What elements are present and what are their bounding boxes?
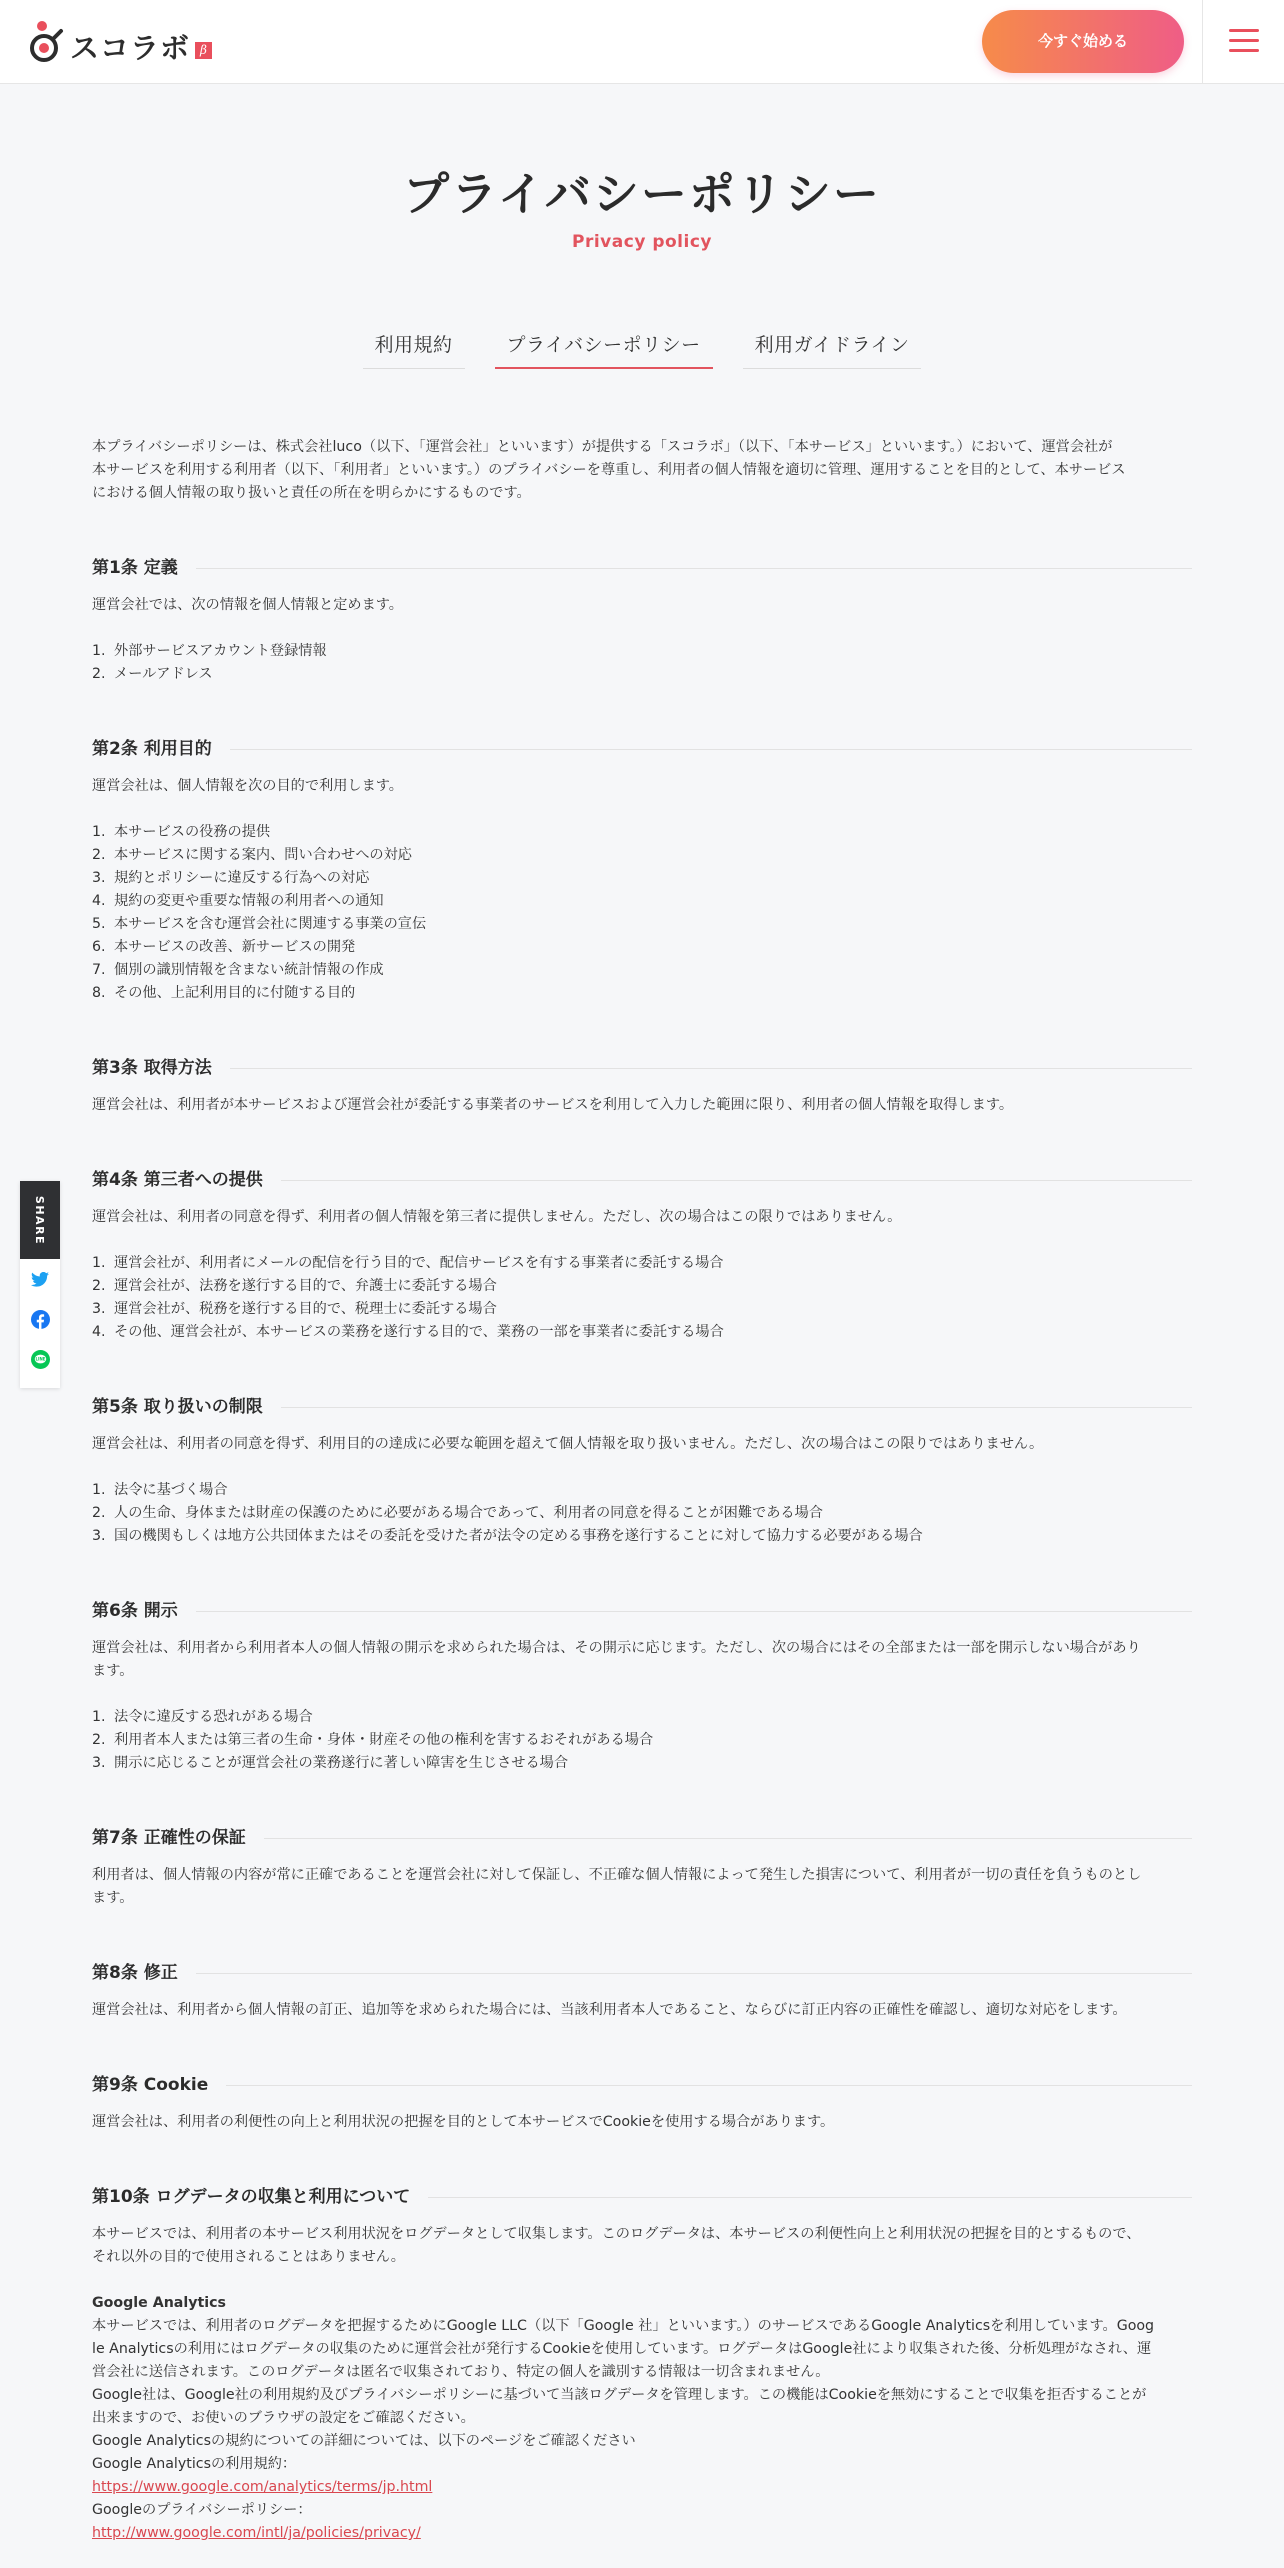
article-text: 利用者は、個人情報の内容が常に正確であることを運営会社に対して保証し、不正確な個人情報によって発生した損害について、利用者が一切の責任を負うものとし ます。 [92,1867,1142,1906]
article-list [92,821,1192,1005]
article-heading: 第5条 取り扱いの制限 [92,1397,263,1417]
article-heading: 第1条 定義 [92,558,178,578]
article-2 [92,738,1192,1005]
logo-mark-icon [26,19,68,65]
list-item: 2. 人の生命、身体または財産の保護のために必要がある場合であって、利用者の同意を得ることが困難である場合 [92,1505,823,1521]
divider [281,1180,1192,1181]
article-list [92,1706,1192,1775]
article-5 [92,1396,1192,1548]
list-item: 1. 法令に違反する恐れがある場合 [92,1709,313,1725]
article-heading: 第7条 正確性の保証 [92,1828,246,1848]
list-item: 8. その他、上記利用目的に付随する目的 [92,985,356,1001]
article-heading: 第10条 ログデータの収集と利用について [92,2187,411,2207]
article-text: 運営会社は、利用者から個人情報の訂正、追加等を求められた場合には、当該利用者本人であること、ならびに訂正内容の正確性を確認し、適切な対応をします。 [92,2002,1127,2018]
logo[interactable] [26,18,212,66]
article-7 [92,1827,1192,1910]
article-text: 運営会社は、個人情報を次の目的で利用します。 [92,778,403,794]
article-list [92,640,1192,686]
divider [196,1973,1192,1974]
article-3 [92,1057,1192,1117]
list-item: 1. 外部サービスアカウント登録情報 [92,643,327,659]
divider [230,1068,1192,1069]
intro-paragraph: 本プライバシーポリシーは、株式会社luco（以下、「運営会社」といいます）が提供する「スコラボ」（以下、「本サービス」といいます。）において、運営会社が 本サービスを利用する利用者（以下、「利用者」といいます。）のプライバシーを尊重し、利用者の個人情報を適切に管理、運用することを目的として、本サービス における個人情報の取り扱いと責任の所在を明らかにするものです。 [92,439,1126,501]
article-text: 運営会社では、次の情報を個人情報と定めます。 [92,597,403,613]
article-heading: 第6条 開示 [92,1601,178,1621]
list-item: 1. 運営会社が、利用者にメールの配信を行う目的で、配信サービスを有する事業者に委託する場合 [92,1255,724,1271]
hamburger-menu-icon [1229,29,1259,53]
site-header [0,0,1284,84]
ga-title: Google Analytics [92,2295,226,2311]
list-item: 1. 法令に基づく場合 [92,1482,228,1498]
page-title: プライバシーポリシー [403,167,881,221]
tab-terms[interactable]: 利用規約 [363,330,465,369]
divider [196,568,1192,569]
list-item: 3. 開示に応じることが運営会社の業務遂行に著しい障害を生じさせる場合 [92,1755,569,1771]
article-text: 運営会社は、利用者が本サービスおよび運営会社が委託する事業者のサービスを利用して入力した範囲に限り、利用者の個人情報を取得します。 [92,1097,1014,1113]
article-list [92,1252,1192,1344]
divider [264,1838,1192,1839]
logo-text: スコラボ [70,30,191,65]
article-text: 運営会社は、利用者の同意を得ず、利用目的の達成に必要な範囲を超えて個人情報を取り扱いません。ただし、次の場合はこの限りではありません。 [92,1436,1044,1452]
article-text: 運営会社は、利用者の利便性の向上と利用状況の把握を目的として本サービスでCookieを使用する場合があります。 [92,2114,835,2130]
divider [281,1407,1192,1408]
article-8 [92,1962,1192,2022]
list-item: 4. その他、運営会社が、本サービスの業務を遂行する目的で、業務の一部を事業者に委託する場合 [92,1324,724,1340]
list-item: 3. 国の機関もしくは地方公共団体またはその委託を受けた者が法令の定める事務を遂行することに対して協力する必要がある場合 [92,1528,923,1544]
article-heading: 第9条 Cookie [92,2075,209,2095]
list-item: 1. 本サービスの役務の提供 [92,824,271,840]
svg-text:LINE: LINE [34,1356,46,1362]
article-heading: 第4条 第三者への提供 [92,1170,263,1190]
article-list [92,1479,1192,1548]
share-bar [20,1181,60,1388]
list-item: 3. 運営会社が、税務を遂行する目的で、税理士に委託する場合 [92,1301,497,1317]
list-item: 2. 利用者本人または第三者の生命・身体・財産その他の権利を害するおそれがある場合 [92,1732,654,1748]
list-item: 2. メールアドレス [92,666,213,682]
google-privacy-link[interactable]: http://www.google.com/intl/ja/policies/privacy/ [92,2525,421,2541]
start-now-button[interactable]: 今すぐ始める [982,10,1184,73]
article-text: 本サービスでは、利用者の本サービス利用状況をログデータとして収集します。このログデータは、本サービスの利便性向上と利用状況の把握を目的とするもので、 それ以外の目的で使用されることはありません。 [92,2226,1141,2265]
article-1 [92,557,1192,686]
tab-guidelines[interactable]: 利用ガイドライン [743,330,922,369]
page-subtitle: Privacy policy [572,232,712,252]
list-item: 2. 運営会社が、法務を遂行する目的で、弁護士に委託する場合 [92,1278,497,1294]
share-label: SHARE [20,1181,60,1259]
article-text: 運営会社は、利用者から利用者本人の個人情報の開示を求められた場合は、その開示に応じます。ただし、次の場合にはその全部または一部を開示しない場合があり ます。 [92,1640,1141,1679]
divider [428,2197,1192,2198]
policy-tabs [0,330,1284,369]
list-item: 2. 本サービスに関する案内、問い合わせへの対応 [92,847,412,863]
article-6 [92,1600,1192,1775]
article-9 [92,2074,1192,2134]
list-item: 6. 本サービスの改善、新サービスの開発 [92,939,356,955]
divider [196,1611,1192,1612]
tab-privacy-policy[interactable]: プライバシーポリシー [495,330,713,369]
beta-badge: β [195,42,212,59]
facebook-icon[interactable] [20,1299,60,1339]
list-item: 3. 規約とポリシーに違反する行為への対応 [92,870,370,886]
policy-content [92,436,1192,2568]
article-text: 運営会社は、利用者の同意を得ず、利用者の個人情報を第三者に提供しません。ただし、次の場合はこの限りではありません。 [92,1209,902,1225]
divider [226,2085,1192,2086]
article-heading: 第8条 修正 [92,1963,178,1983]
twitter-icon[interactable] [20,1259,60,1299]
article-4 [92,1169,1192,1344]
article-heading: 第2条 利用目的 [92,739,212,759]
list-item: 4. 規約の変更や重要な情報の利用者への通知 [92,893,384,909]
article-10 [92,2186,1192,2545]
menu-button[interactable] [1202,0,1284,84]
line-icon[interactable] [20,1339,60,1379]
article-heading: 第3条 取得方法 [92,1058,212,1078]
list-item: 7. 個別の識別情報を含まない統計情報の作成 [92,962,384,978]
google-analytics-section: Google Analytics 本サービスでは、利用者のログデータを把握するためにGoogle LLC（以下「Google 社」といいます。）のサービスであるGoogle Analyticsを利用しています。Goog le Analyticsの利用にはログデータの収集のために運営会社が発行するCookieを使用しています。ログデータはGoogle社により収集された後、分析処理がなされ、運 営会社に送信されます。このログデータは匿名で収集されており、特定の個人を識別する情報は一切含まれません。 Google社は、Google社の利用規約及びプライバシーポリシーに基づいて当該ログデータを管理します。この機能はCookieを無効にすることで収集を拒否することが 出来ますので、お使いのブラウザの設定をご確認ください。 Google Analyticsの規約についての詳細については、以下のページをご確認ください Google Analyticsの利用規約： https://www.google.com/analytics/terms/jp.html Googleのプライバシーポリシー： http://www.google.com/intl/ja/policies/privacy/ [92,2292,1192,2545]
divider [230,749,1192,750]
ga-terms-link[interactable]: https://www.google.com/analytics/terms/jp.html [92,2479,433,2495]
list-item: 5. 本サービスを含む運営会社に関連する事業の宣伝 [92,916,427,932]
